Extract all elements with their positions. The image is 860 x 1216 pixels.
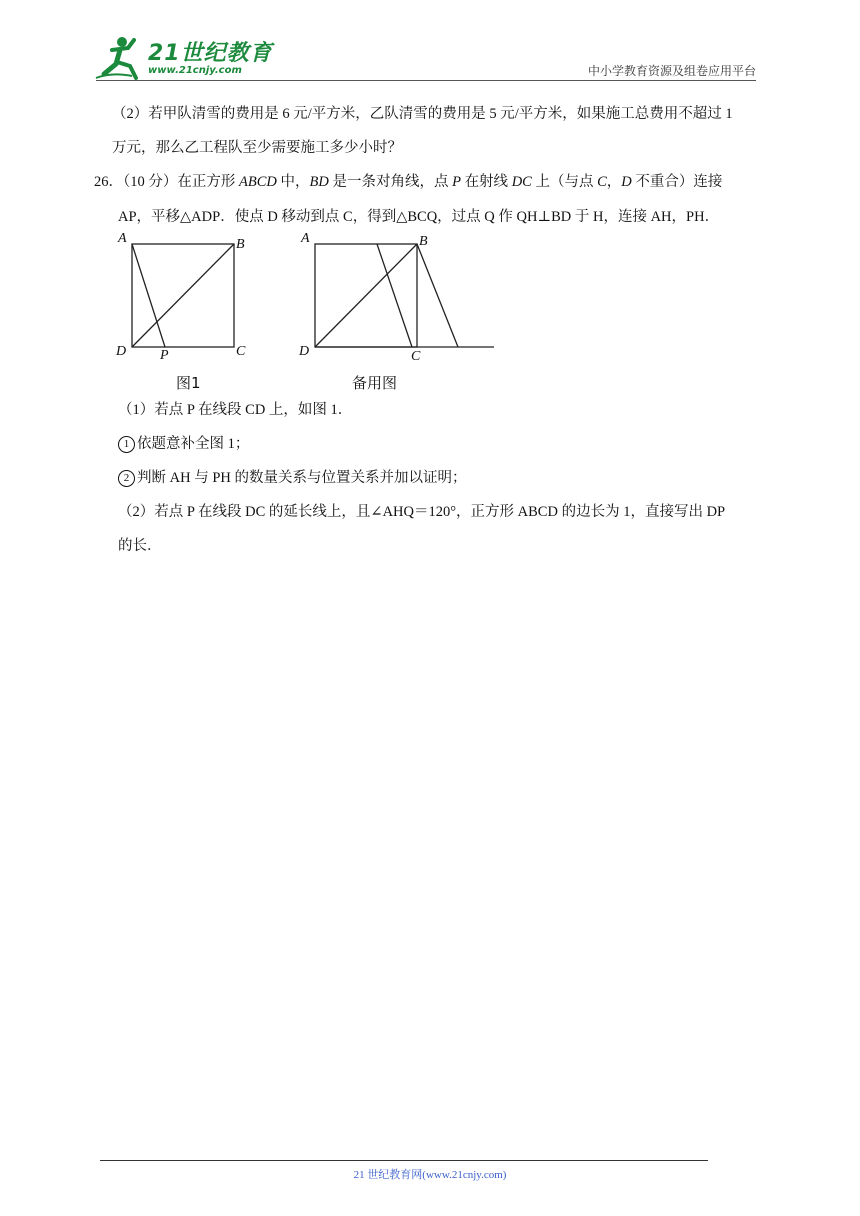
fig1-label-p: P [160, 348, 169, 363]
segment-ap [132, 244, 165, 347]
q25-part2-line1: （2）若甲队清雪的费用是 6 元/平方米，乙队清雪的费用是 5 元/平方米，如果施工总费用不超过 1 [112, 106, 733, 122]
fig2-label-c: C [411, 349, 421, 364]
figure-2 [315, 244, 494, 347]
q26-line1: 26．（10 分）在正方形 ABCD 中，BD 是一条对角线，点 P 在射线 DC 上（与点 C，D 不重合）连接 [94, 174, 723, 190]
runner-logo-icon [92, 34, 148, 80]
diagonal-bd-backup [315, 244, 417, 347]
q26-part1: （1）若点 P 在线段 CD 上，如图 1． [118, 402, 353, 418]
diagonal-bd [132, 244, 234, 347]
fig1-label-d: D [116, 344, 127, 359]
q26-item1: 1 依题意补全图 1； [118, 434, 249, 454]
segment-bq [417, 244, 458, 347]
header-divider [96, 80, 756, 81]
site-logo [92, 34, 273, 82]
q26-item2: 2 判断 AH 与 PH 的数量关系与位置关系并加以证明； [118, 468, 466, 488]
q25-part2-line2: 万元，那么乙工程队至少需要施工多少小时？ [112, 140, 402, 156]
q26-part2-line2: 的长． [118, 538, 162, 554]
platform-label: 中小学教育资源及组卷应用平台 [587, 64, 756, 78]
geometry-figures [112, 226, 512, 396]
fig1-label-b: B [236, 237, 245, 252]
fig1-label-c: C [236, 344, 246, 359]
fig2-label-b: B [419, 234, 428, 249]
footer-divider [100, 1160, 708, 1161]
figure-1 [132, 244, 234, 347]
logo-text: 21世纪教育 [148, 41, 273, 66]
circled-number-1: 1 [118, 436, 135, 453]
segment-backup-1 [377, 244, 412, 347]
circled-number-2: 2 [118, 470, 135, 487]
fig2-label-d: D [299, 344, 310, 359]
fig2-label-a: A [301, 231, 310, 246]
q26-line2: AP，平移△ADP．使点 D 移动到点 C，得到△BCQ，过点 Q 作 QH⊥BD 于 H，连接 AH，PH． [118, 209, 720, 225]
footer-link[interactable]: 21 世纪教育网(www.21cnjy.com) [353, 1169, 507, 1181]
fig1-caption: 图1 [176, 374, 201, 392]
q26-part2-line1: （2）若点 P 在线段 DC 的延长线上，且∠AHQ＝120°，正方形 ABCD 的边长为 1，直接写出 DP [118, 504, 726, 520]
fig2-caption: 备用图 [352, 374, 398, 392]
fig1-label-a: A [118, 231, 127, 246]
logo-url: www.21cnjy.com [148, 65, 242, 76]
